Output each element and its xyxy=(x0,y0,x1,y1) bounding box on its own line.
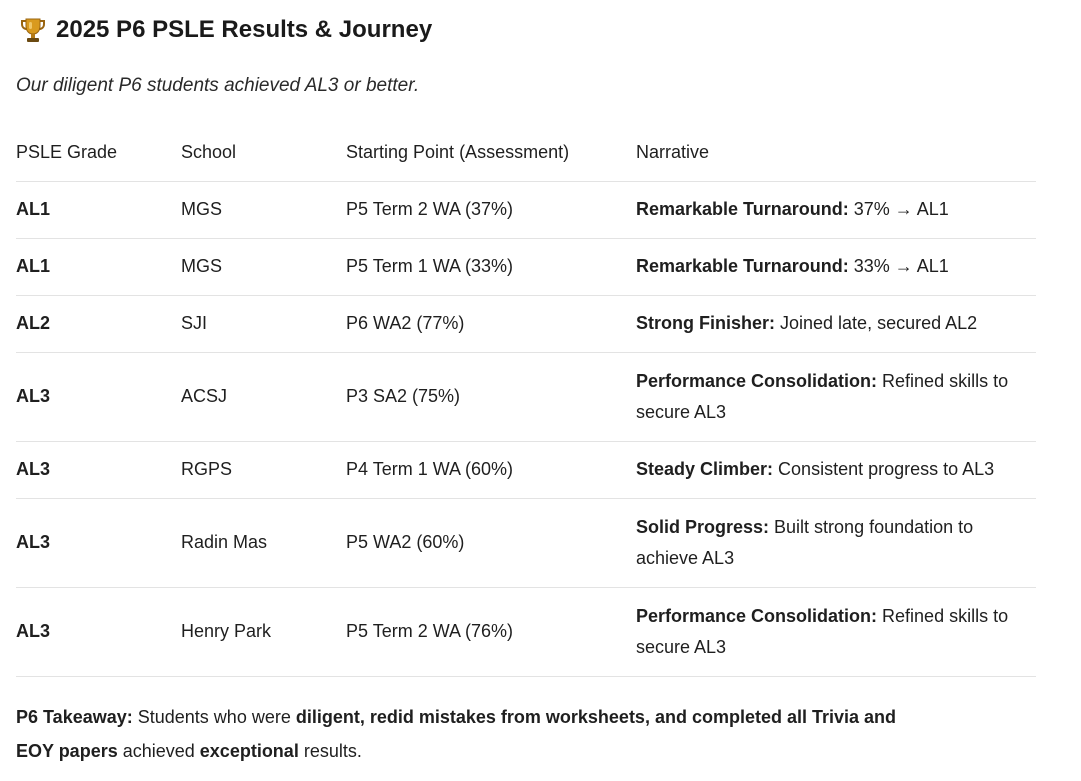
table-row xyxy=(16,181,1036,238)
narrative-lead: Remarkable Turnaround: xyxy=(636,256,849,276)
column-header-narrative: Narrative xyxy=(636,125,1036,181)
table-row xyxy=(16,587,1036,676)
page-subtitle: Our diligent P6 students achieved AL3 or better. xyxy=(16,75,420,96)
grade-cell: AL3 xyxy=(16,587,181,676)
starting-point-cell: P6 WA2 (77%) xyxy=(346,295,636,352)
grade-cell: AL3 xyxy=(16,352,181,441)
starting-point-cell: P5 Term 1 WA (33%) xyxy=(346,238,636,295)
narrative-text: 33% → AL1 xyxy=(848,256,949,276)
takeaway-emphasis: exceptional xyxy=(199,741,299,761)
page-title: 2025 P6 PSLE Results & Journey xyxy=(56,16,433,43)
narrative-text: 37% → AL1 xyxy=(848,199,949,219)
page-header xyxy=(20,16,432,44)
takeaway-emphasis: diligent, redid mistakes from worksheets, and completed all Trivia and EOY papers xyxy=(16,707,897,761)
school-cell: SJI xyxy=(181,295,346,352)
narrative-lead: Strong Finisher: xyxy=(636,313,775,333)
school-cell: RGPS xyxy=(181,441,346,498)
starting-point-cell: P3 SA2 (75%) xyxy=(346,352,636,441)
table-row xyxy=(16,295,1036,352)
column-header-grade: PSLE Grade xyxy=(16,125,181,181)
narrative-lead: Performance Consolidation: xyxy=(636,370,878,391)
narrative-lead: Solid Progress: xyxy=(636,516,770,537)
trophy-icon xyxy=(20,16,46,44)
narrative-lead: Steady Climber: xyxy=(636,459,774,479)
grade-cell: AL1 xyxy=(16,181,181,238)
narrative-cell xyxy=(636,498,1036,587)
table-row xyxy=(16,352,1036,441)
narrative-lead: Performance Consolidation: xyxy=(636,605,878,626)
grade-cell: AL2 xyxy=(16,295,181,352)
takeaway-text: results. xyxy=(298,741,362,761)
narrative-lead: Remarkable Turnaround: xyxy=(636,199,849,219)
column-header-starting-point: Starting Point (Assessment) xyxy=(346,125,636,181)
column-header-school: School xyxy=(181,125,346,181)
narrative-cell xyxy=(636,441,1036,498)
narrative-cell xyxy=(636,352,1036,441)
results-table xyxy=(16,125,1036,677)
narrative-text: Refined skills to secure AL3 xyxy=(636,370,1009,422)
takeaway-paragraph xyxy=(16,700,936,768)
starting-point-cell: P5 WA2 (60%) xyxy=(346,498,636,587)
starting-point-cell: P4 Term 1 WA (60%) xyxy=(346,441,636,498)
takeaway-label: P6 Takeaway: xyxy=(16,707,133,727)
narrative-cell xyxy=(636,587,1036,676)
starting-point-cell: P5 Term 2 WA (76%) xyxy=(346,587,636,676)
takeaway-text: Students who were xyxy=(132,707,296,727)
narrative-text: Consistent progress to AL3 xyxy=(773,459,995,479)
school-cell: MGS xyxy=(181,181,346,238)
table-row xyxy=(16,238,1036,295)
grade-cell: AL3 xyxy=(16,441,181,498)
narrative-text: Refined skills to secure AL3 xyxy=(636,605,1009,657)
starting-point-cell: P5 Term 2 WA (37%) xyxy=(346,181,636,238)
school-cell: Henry Park xyxy=(181,587,346,676)
grade-cell: AL1 xyxy=(16,238,181,295)
school-cell: Radin Mas xyxy=(181,498,346,587)
narrative-cell xyxy=(636,181,1036,238)
table-row xyxy=(16,441,1036,498)
narrative-text: Built strong foundation to achieve AL3 xyxy=(636,516,974,568)
school-cell: ACSJ xyxy=(181,352,346,441)
school-cell: MGS xyxy=(181,238,346,295)
narrative-text: Joined late, secured AL2 xyxy=(775,313,978,333)
table-row xyxy=(16,498,1036,587)
grade-cell: AL3 xyxy=(16,498,181,587)
takeaway-text: achieved xyxy=(117,741,200,761)
table-header-row xyxy=(16,125,1036,181)
narrative-cell xyxy=(636,238,1036,295)
narrative-cell xyxy=(636,295,1036,352)
